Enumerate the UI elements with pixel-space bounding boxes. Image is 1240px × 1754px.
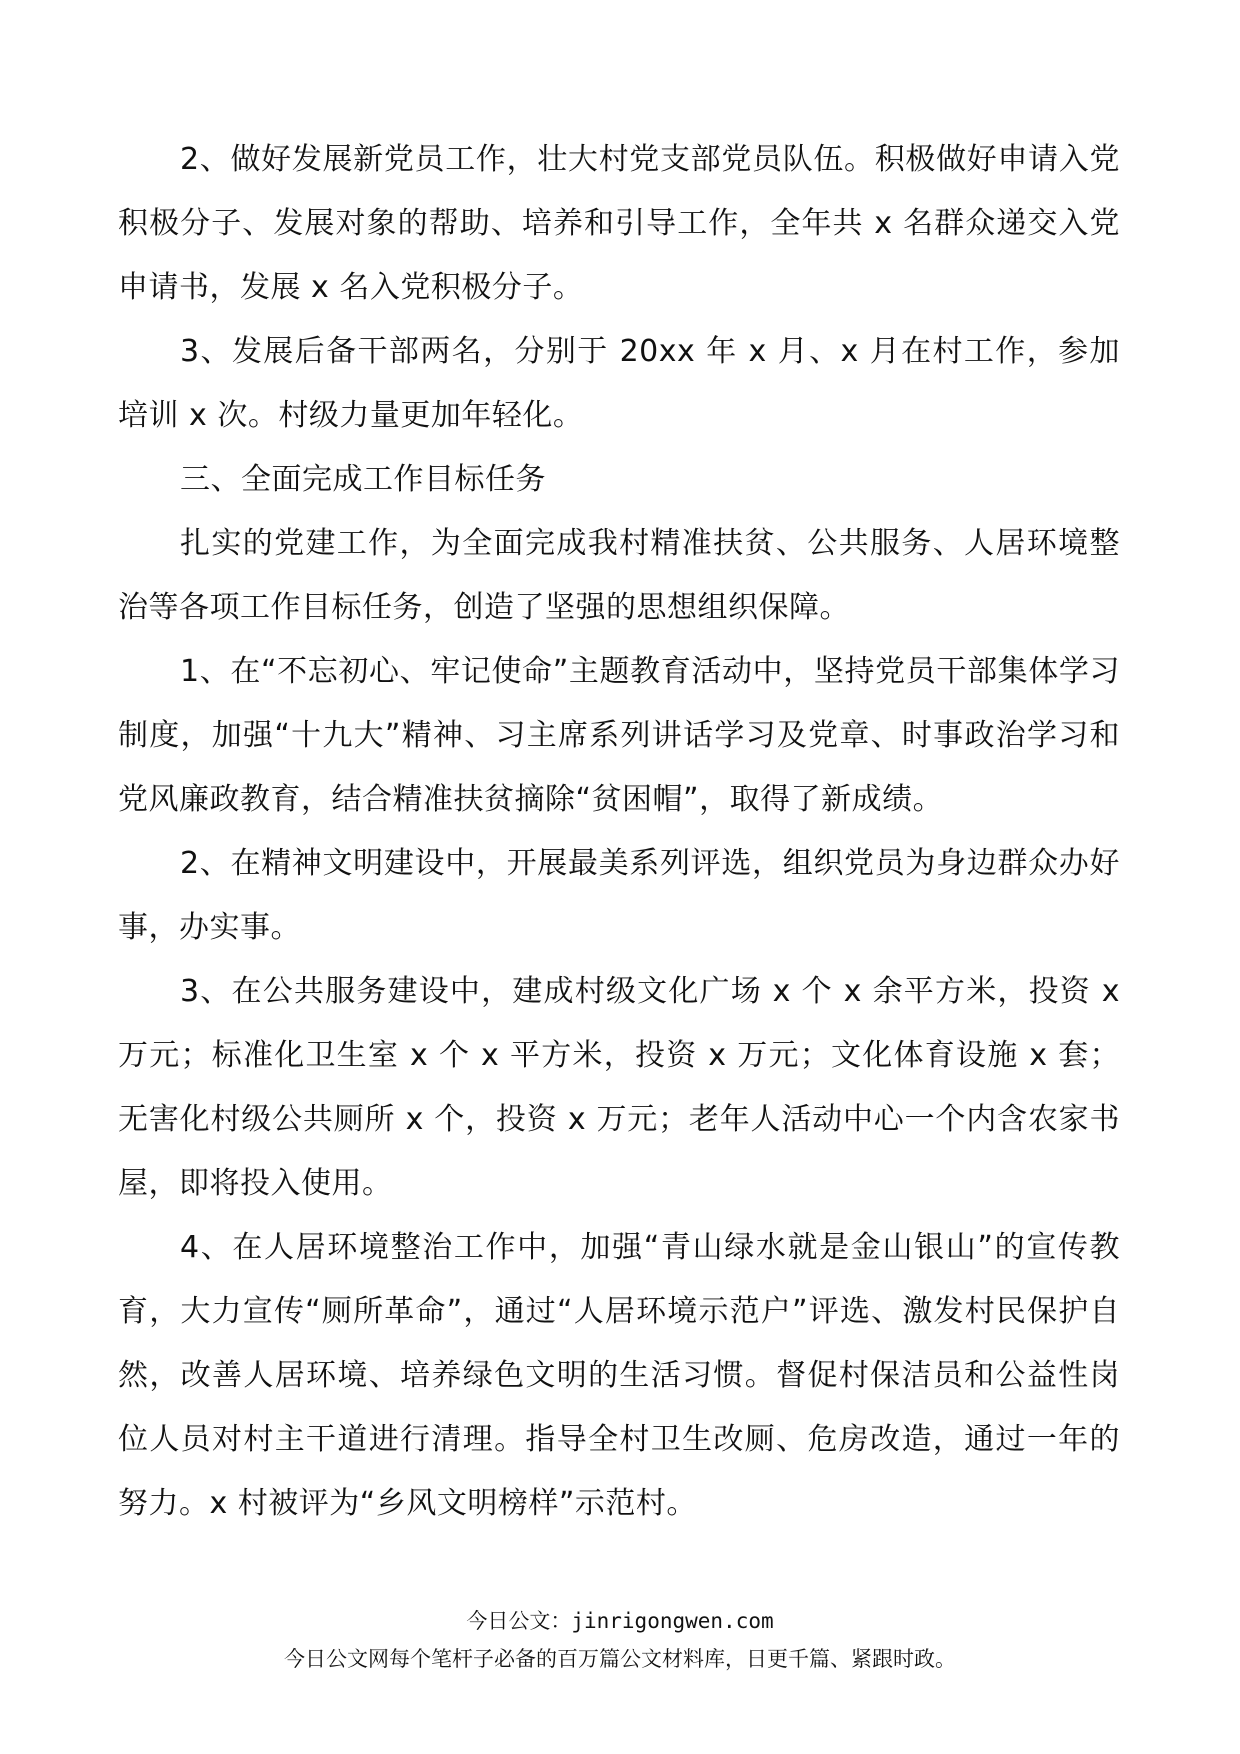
paragraph-spiritual-civilization: 2、在精神文明建设中，开展最美系列评选，组织党员为身边群众办好事，办实事。 — [118, 846, 1120, 945]
paragraph-public-services: 3、在公共服务建设中，建成村级文化广场 x 个 x 余平方米，投资 x 万元；标准化卫生室 x 个 x 平方米，投资 x 万元；文化体育设施 x 套；无害化村级公共厕所 x 个，投资 x 万元；老年人活动中心一个内含农家书屋，即将投入使用。 — [118, 974, 1120, 1201]
paragraph-theme-education: 1、在“不忘初心、牢记使命”主题教育活动中，坚持党员干部集体学习制度，加强“十九大”精神、习主席系列讲话学习及党章、时事政治学习和党风廉政教育，结合精准扶贫摘除“贫困帽”，取得了新成绩。 — [118, 654, 1120, 817]
paragraph-recruit-members: 2、做好发展新党员工作，壮大村党支部党员队伍。积极做好申请入党积极分子、发展对象的帮助、培养和引导工作，全年共 x 名群众递交入党申请书，发展 x 名入党积极分子。 — [118, 142, 1120, 305]
paragraph-reserve-cadres: 3、发展后备干部两名，分别于 20xx 年 x 月、x 月在村工作，参加培训 x 次。村级力量更加年轻化。 — [118, 334, 1120, 433]
section-heading-three: 三、全面完成工作目标任务 — [180, 462, 546, 497]
footer-slogan-line: 今日公文网每个笔杆子必备的百万篇公文材料库，日更千篇、紧跟时政。 — [284, 1647, 956, 1671]
footer-site-line: 今日公文：jinrigongwen.com — [466, 1609, 774, 1633]
paragraph-living-environment: 4、在人居环境整治工作中，加强“青山绿水就是金山银山”的宣传教育，大力宣传“厕所革命”，通过“人居环境示范户”评选、激发村民保护自然，改善人居环境、培养绿色文明的生活习惯。督促村保洁员和公益性岗位人员对村主干道进行清理。指导全村卫生改厕、危房改造，通过一年的努力。x 村被评为“乡风文明榜样”示范村。 — [118, 1230, 1120, 1521]
paragraph-party-building: 扎实的党建工作，为全面完成我村精准扶贫、公共服务、人居环境整治等各项工作目标任务，创造了坚强的思想组织保障。 — [118, 526, 1120, 625]
document-body — [118, 128, 1120, 1536]
